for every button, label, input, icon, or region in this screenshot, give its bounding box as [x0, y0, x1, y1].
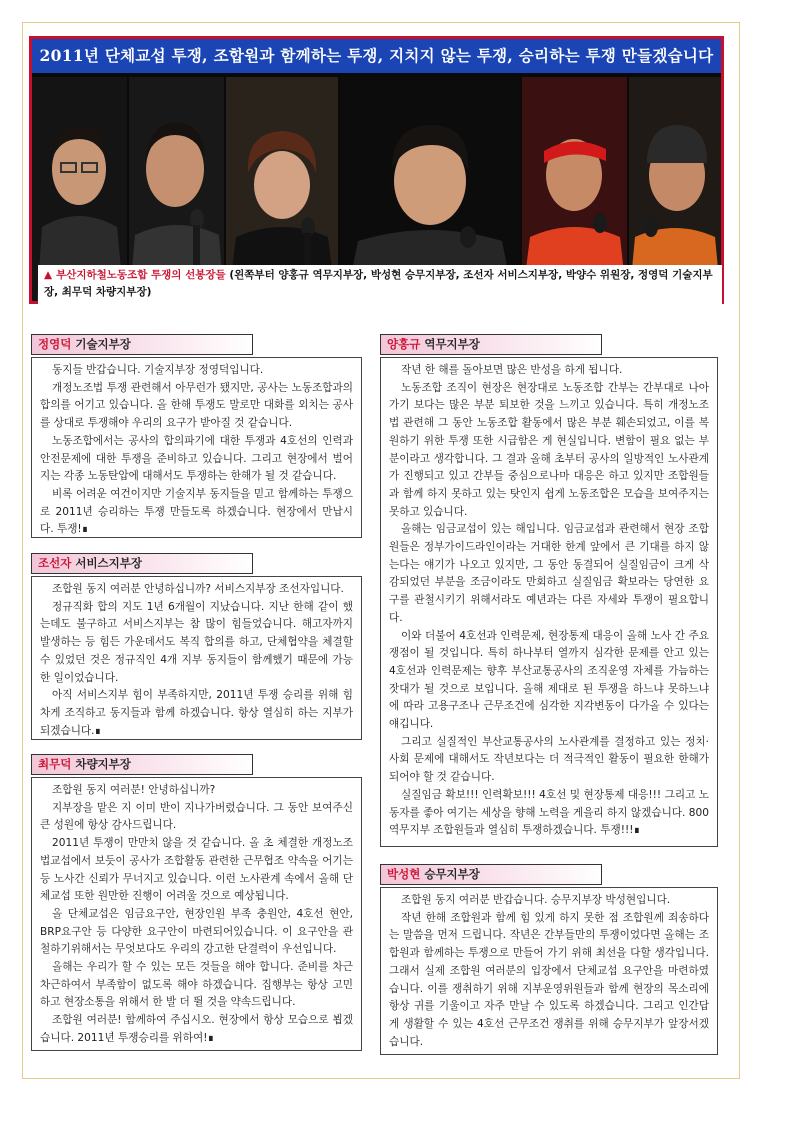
paragraph: 정규직화 합의 지도 1년 6개월이 지났습니다. 지난 한해 같이 했는데도 불구하고 서비스지부는 참 많이 힘들었습니다. 해고자까지 발생하는 등 힘든 가운데서도 복직 합의를 하고, 단체협약을 체결할 수 있었던 것은 정규직인 4개 지부 동지들이 함께했기 때문에 가능한 일이었습니다. [40, 600, 353, 684]
section-body-jo [31, 576, 362, 740]
section-name: 박성현 [387, 867, 421, 881]
section-role: 차량지부장 [75, 757, 131, 771]
paragraph: 조합원 동지 여러분 안녕하십니까? 서비스지부장 조선자입니다. [52, 583, 344, 595]
paragraph: 동지들 반갑습니다. 기술지부장 정영덕입니다. [52, 364, 264, 376]
banner-title: 2011년 단체교섭 투쟁, 조합원과 함께하는 투쟁, 지치지 않는 투쟁, 승리하는 투쟁 만들겠습니다 [32, 39, 721, 73]
section-name: 최무덕 [38, 757, 72, 771]
section-header-yang [380, 334, 602, 355]
section-header-choi [31, 754, 253, 775]
section-body-jeong [31, 357, 362, 538]
section-body-choi [31, 777, 362, 1051]
paragraph: 비록 어려운 여건이지만 기술지부 동지들을 믿고 함께하는 투쟁으로 2011년 승리하는 투쟁 만들도록 하겠습니다. 현장에서 만납시다. 투쟁!∎ [40, 487, 353, 536]
caption-text: (왼쪽부터 양홍규 역무지부장, 박성현 승무지부장, 조선자 서비스지부장, 박양수 위원장, 정영덕 기술지부장, 최무덕 차량지부장) [44, 269, 713, 298]
section-role: 역무지부장 [424, 337, 480, 351]
paragraph: 올해는 우리가 할 수 있는 모든 것들을 해야 합니다. 준비를 차근차근하여서 부족함이 없도록 해야 하겠습니다. 집행부는 항상 고민하고 현장소통을 위해서 한 발 더 뛸 것을 약속드립니다. [40, 961, 353, 1009]
paragraph: 조합원 동지 여러분 반갑습니다. 승무지부장 박성현입니다. [401, 894, 671, 906]
section-body-yang [380, 357, 718, 847]
paragraph: 아직 서비스지부 힘이 부족하지만, 2011년 투쟁 승리를 위해 힘차게 조직하고 동지들과 함께 하겠습니다. 항상 열심히 하는 지부가 되겠습니다.∎ [40, 689, 353, 737]
photo-caption [38, 265, 722, 304]
section-name: 정영덕 [38, 337, 72, 351]
paragraph: 조합원 동지 여러분! 안녕하십니까? [52, 784, 216, 796]
paragraph: 그리고 실질적인 부산교통공사의 노사관계를 결정하고 있는 정치·사회 문제에 대해서도 작년보다는 더 적극적인 활동이 필요한 한해가 되어야 할 것 같습니다. [389, 735, 709, 784]
section-body-park [380, 887, 718, 1055]
section-role: 승무지부장 [424, 867, 480, 881]
paragraph: 노동조합에서는 공사의 합의파기에 대한 투쟁과 4호선의 인력과 안전문제에 대한 투쟁을 준비하고 있습니다. 그리고 현장에서 벌어지는 각종 노동탄압에 대해서도 투쟁하는 한해가 될 것 같습니다. [40, 434, 353, 483]
paragraph: 2011년 투쟁이 만만치 않을 것 같습니다. 올 초 체결한 개정노조법교섭에서 보듯이 공사가 조합활동 관련한 근무협조 약속을 어기는 등 노사간 신뢰가 무너지고 있습니다. 이런 노사관계 속에서 올해 단체교섭 또한 원만한 진행이 어려울 것으로 예상됩니다. [40, 837, 353, 903]
section-name: 조선자 [38, 556, 72, 570]
paragraph: 노동조합 조직이 현장은 현장대로 노동조합 간부는 간부대로 나아가기 보다는 많은 부분 퇴보한 것을 느끼고 있습니다. 특히 개정노조법 관련해 그 동안 노동조합 활동에서 많은 부분 훼손되었고, 이를 복원하기 위한 투쟁 또한 시급함은 게 현실입니다. 변함이 필요 없는 부분이라고 생각합니다. 그 결과 올해 초부터 공사의 일방적인 노사관계가 진행되고 있고 간부들 중심으로나마 대응은 하고 있지만 조합원들과 함께 하지 못하고 있는 탓인지 쉽게 노동조합은 모습을 보여주지는 못하고 있습니다. [389, 381, 709, 518]
section-name: 양홍규 [387, 337, 421, 351]
section-header-park [380, 864, 602, 885]
paragraph: 조합원 여러분! 함께하여 주십시오. 현장에서 항상 모습으로 뵙겠습니다. 2011년 투쟁승리를 위하여!∎ [40, 1014, 353, 1044]
section-role: 서비스지부장 [75, 556, 142, 570]
paragraph: 이와 더불어 4호선과 인력문제, 현장통제 대응이 올해 노사 간 주요쟁점이 될 것입니다. 특히 하나부터 열까지 심각한 문제를 안고 있는 4호선과 인력문제는 향후 부산교통공사의 조직운영 자체를 가늠하는 잣대가 될 것으로 보입니다. 올해 제대로 된 투쟁을 하느냐 못하느냐에 따라 고용구조나 근무조건에 심각한 지각변동이 다가올 수 있다는 얘깁니다. [389, 629, 709, 731]
section-header-jo [31, 553, 253, 574]
caption-triangle-icon: ▲ [44, 269, 53, 281]
caption-lead: 부산지하철노동조합 투쟁의 선봉장들 [56, 269, 226, 281]
paragraph: 지부장을 맡은 지 이미 반이 지나가버렸습니다. 그 동안 보여주신 큰 성원에 항상 감사드립니다. [40, 801, 353, 832]
paragraph: 실질임금 확보!!! 인력확보!!! 4호선 및 현장통제 대응!!! 그리고 노동자를 좋아 여기는 세상을 향해 노력을 게을리 하지 않겠습니다. 800 역무지부 조합원들과 열심히 투쟁하겠습니다. 투쟁!!!∎ [389, 788, 709, 837]
banner [29, 36, 724, 304]
paragraph: 개정노조법 투쟁 관련해서 아무런가 됐지만, 공사는 노동조합과의 합의를 어기고 있습니다. 올 한해 투쟁도 말로만 대화를 외치는 공사를 상대로 투쟁해야 우리의 요구가 받아질 것 같습니다. [40, 381, 353, 430]
paragraph: 작년 한 해를 돌아보면 많은 반성을 하게 됩니다. [401, 364, 623, 376]
paragraph: 작년 한해 조합원과 함께 힘 있게 하지 못한 점 조합원께 죄송하다는 말씀을 먼저 드립니다. 작년은 간부들만의 투쟁이었다면 올해는 조합원과 함께하는 투쟁으로 만들어 가기 위해 최선을 다할 생각입니다. 그래서 실제 조합원 여러분의 입장에서 단체교섭 요구안을 마련하였습니다. 이를 쟁취하기 위해 지부운영위원들과 함께 현장의 목소리에 항상 귀를 기울이고 자주 만날 수 있도록 하겠습니다. 그리고 인간답게 생활할 수 있는 4호선 근무조건 쟁취를 위해 승무지부가 앞장서겠습니다. [389, 911, 709, 1048]
section-header-jeong [31, 334, 253, 355]
paragraph: 올 단체교섭은 임금요구안, 현장인원 부족 충원안, 4호선 현안, BRP요구안 등 다양한 요구안이 마련되어있습니다. 이 요구안을 관철하기위해서는 무엇보다도 우리의 강고한 단결력이 우선입니다. [40, 907, 353, 956]
paragraph: 올해는 임금교섭이 있는 해입니다. 임금교섭과 관련해서 현장 조합원들은 정부가이드라인이라는 거대한 한계 앞에서 큰 기대를 하지 않는다는 얘기가 나오고 있지만, 그 동안 동결되어 실질임금이 크게 삭감되었던 부분을 조금이라도 만회하고 실질임금 확보라는 당연한 요구를 관철시키기 위해서라도 예년과는 다른 자세와 투쟁이 필요합니다. [389, 523, 710, 624]
section-role: 기술지부장 [75, 337, 131, 351]
